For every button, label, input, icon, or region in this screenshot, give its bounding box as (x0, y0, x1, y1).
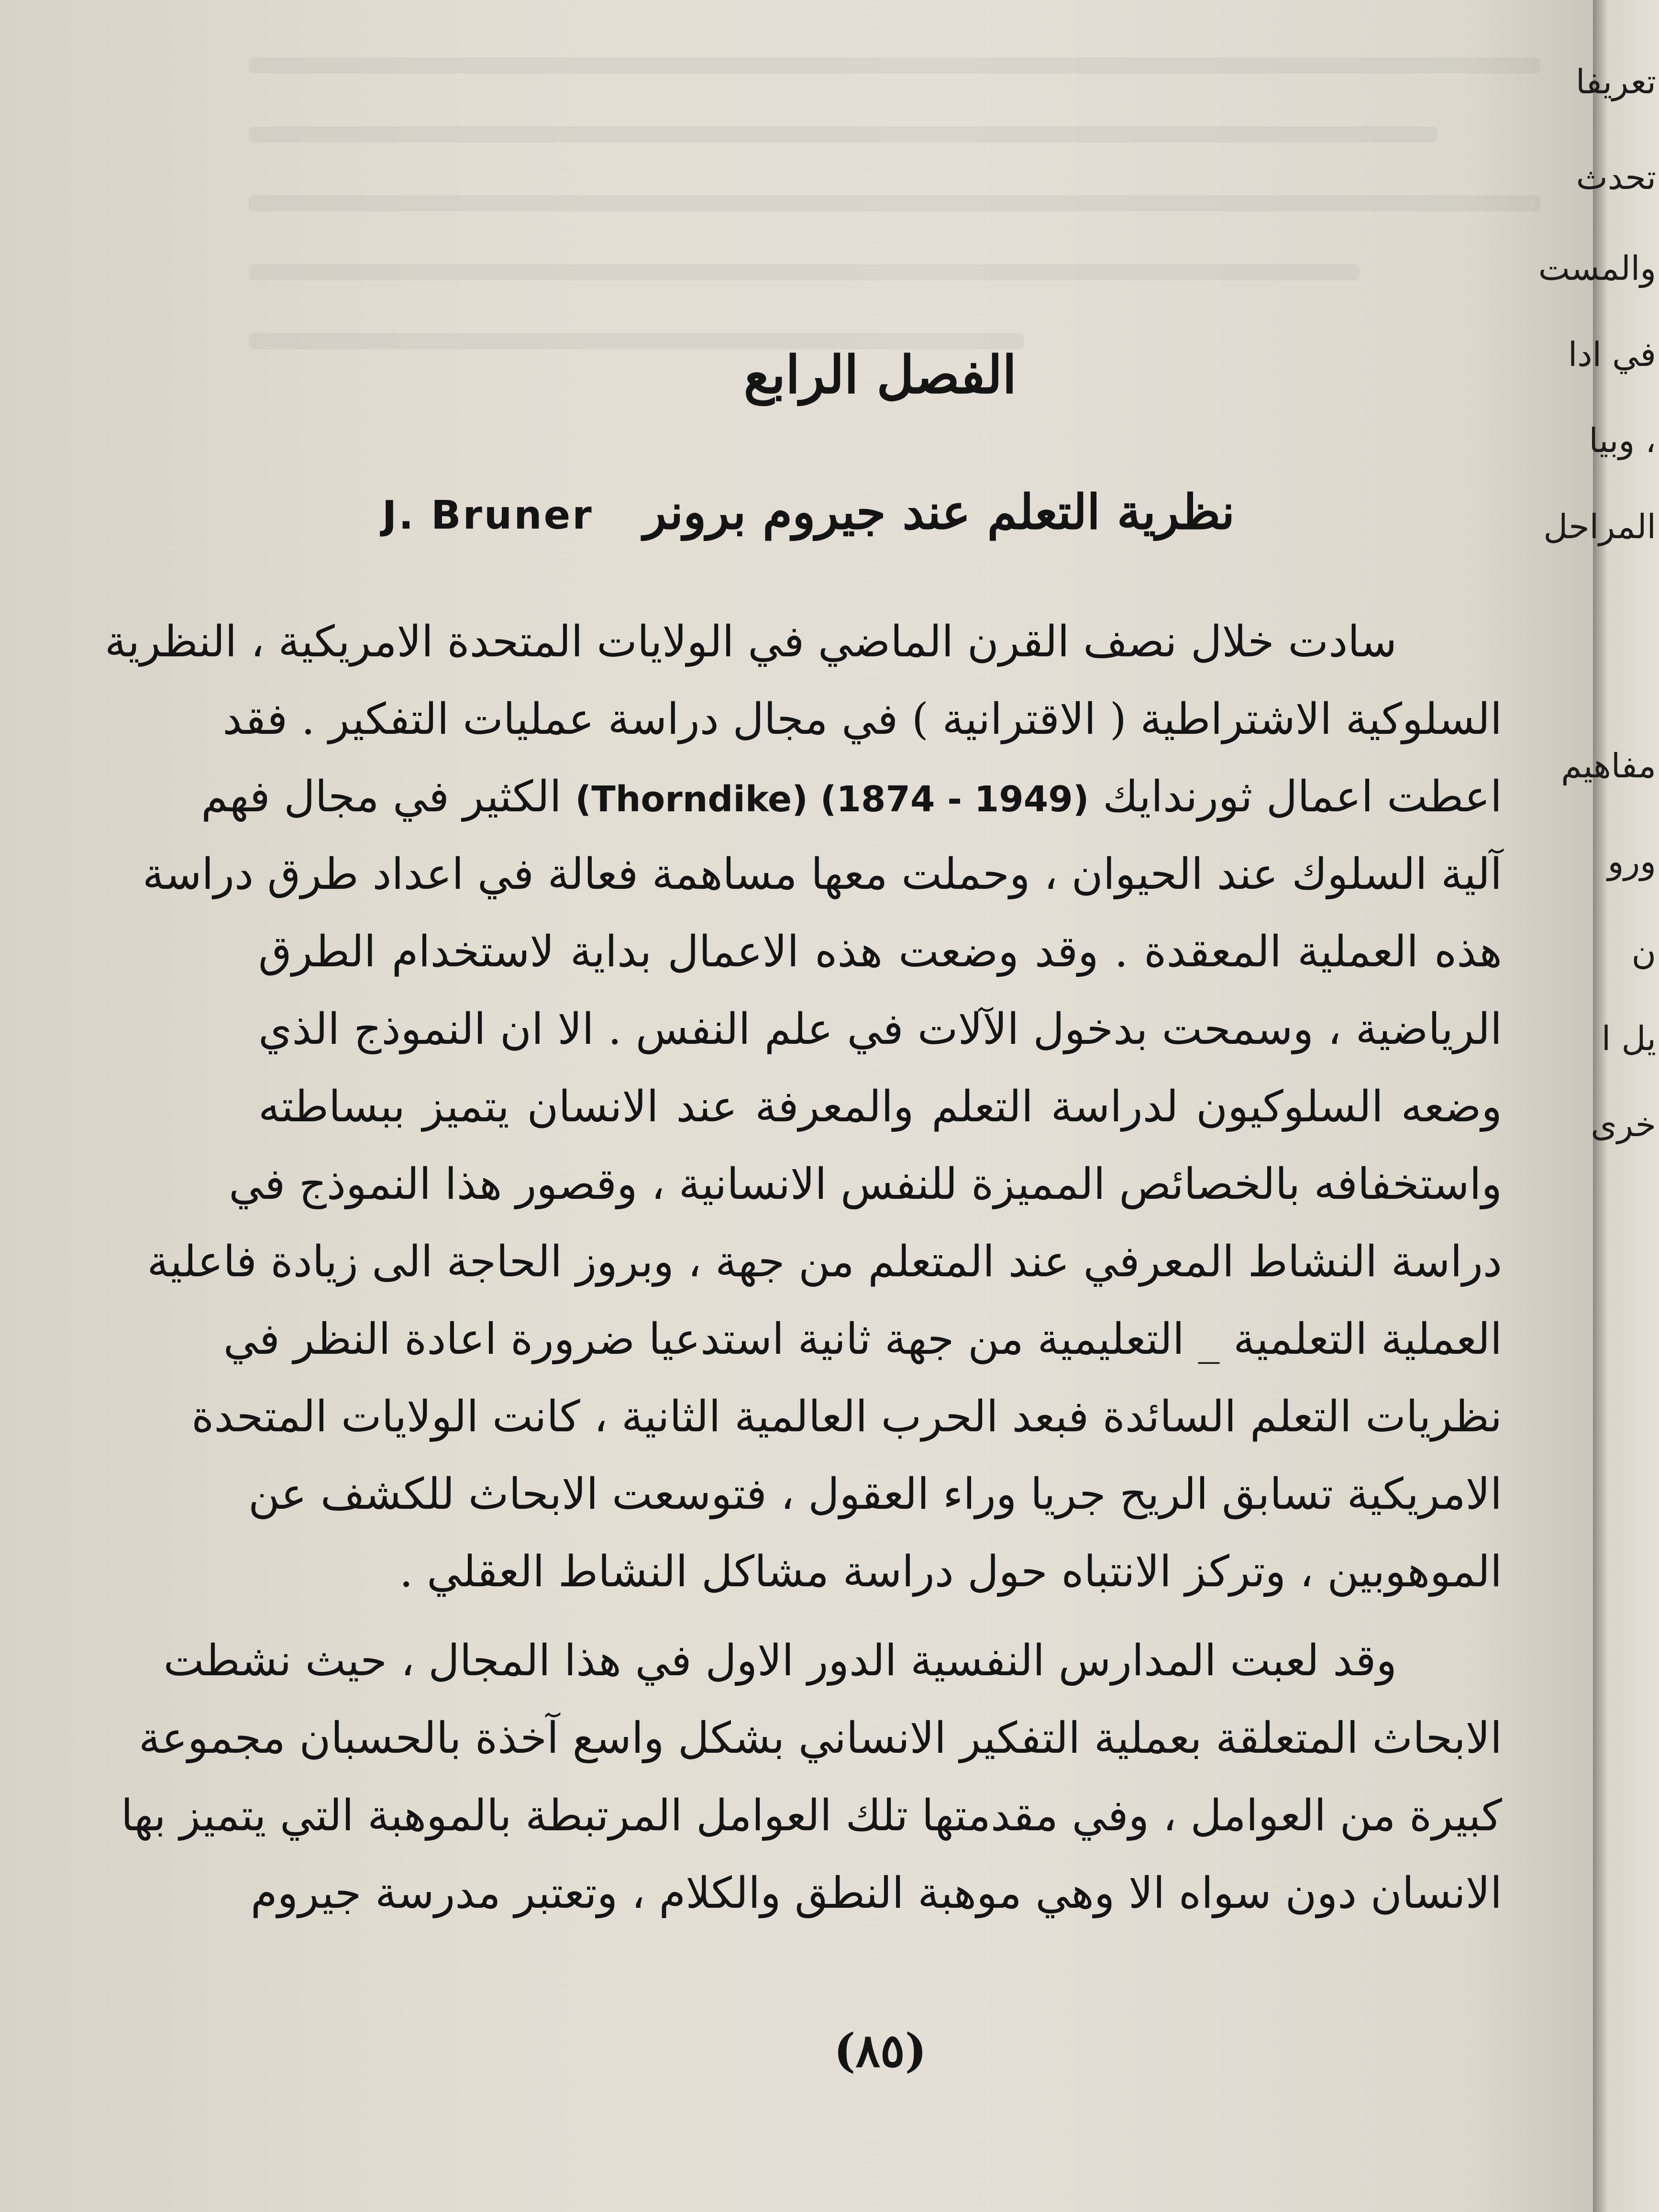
margin-fragment: تعريفا (1575, 62, 1656, 101)
chapter-heading: الفصل الرابع (743, 345, 1017, 405)
paragraph1-line-1: سادت خلال نصف القرن الماضي في الولايات المتحدة الامريكية ، النظرية (104, 617, 1397, 667)
title-arabic: نظرية التعلم عند جيروم برونر (643, 484, 1235, 540)
margin-fragment: يل ا (1601, 1019, 1656, 1058)
paragraph1-line-8: واستخفافه بالخصائص المميزة للنفس الانسانية ، وقصور هذا النموذج في (229, 1159, 1502, 1209)
thorndike-before: اعطت اعمال ثورندايك (1103, 772, 1502, 822)
paragraph2-line-4: الانسان دون سواه الا وهي موهبة النطق والكلام ، وتعتبر مدرسة جيروم (250, 1868, 1502, 1918)
paragraph1-line-13: الموهوبين ، وتركز الانتباه حول دراسة مشاكل النشاط العقلي . (399, 1547, 1502, 1597)
page-content (104, 0, 1502, 2212)
thorndike-after: الكثير في مجال فهم (201, 772, 562, 822)
paragraph1-line-4: آلية السلوك عند الحيوان ، وحملت معها مساهمة فعالة في اعداد طرق دراسة (142, 849, 1502, 899)
margin-fragment: خرى (1591, 1105, 1656, 1144)
paragraph1-line-11: نظريات التعلم السائدة فبعد الحرب العالمية الثانية ، كانت الولايات المتحدة (191, 1392, 1502, 1442)
margin-fragment: مفاهيم (1561, 746, 1656, 785)
margin-fragment: المراحل (1543, 507, 1656, 546)
paragraph1-line-9: دراسة النشاط المعرفي عند المتعلم من جهة ، وبروز الحاجة الى زيادة فاعلية (147, 1237, 1502, 1287)
paragraph1-line-7: وضعه السلوكيون لدراسة التعلم والمعرفة عند الانسان يتميز ببساطته (258, 1082, 1502, 1132)
margin-fragment: في ادا (1568, 335, 1656, 374)
paragraph1-line-10: العملية التعلمية _ التعليمية من جهة ثانية استدعيا ضرورة اعادة النظر في (223, 1314, 1502, 1364)
paragraph1-line-2: السلوكية الاشتراطية ( الاقترانية ) في مجال دراسة عمليات التفكير . فقد (222, 694, 1502, 744)
margin-fragment: ، وبيا (1589, 421, 1656, 460)
page-number: (٨٥) (834, 2024, 927, 2078)
paragraph1-line-6: الرياضية ، وسمحت بدخول الآلات في علم النفس . الا ان النموذج الذي (258, 1004, 1502, 1054)
paragraph2-line-1: وقد لعبت المدارس النفسية الدور الاول في هذا المجال ، حيث نشطت (163, 1636, 1397, 1686)
adjacent-page-edge (1538, 0, 1659, 2212)
chapter-title (258, 483, 1359, 541)
margin-fragment: تحدث (1576, 158, 1656, 197)
paragraph1-line-5: هذه العملية المعقدة . وقد وضعت هذه الاعمال بداية لاستخدام الطرق (258, 927, 1502, 977)
paragraph2-line-2: الابحاث المتعلقة بعملية التفكير الانساني بشكل واسع آخذة بالحسبان مجموعة (139, 1713, 1502, 1763)
paragraph1-line-3 (201, 772, 1502, 822)
title-latin: J. Bruner (382, 493, 594, 538)
thorndike-citation: (Thorndike) (1874 - 1949) (575, 779, 1089, 820)
margin-fragment: ن (1631, 933, 1656, 972)
margin-fragment: ورو (1607, 842, 1656, 881)
margin-fragment: والمست (1538, 249, 1656, 288)
paragraph2-line-3: كبيرة من العوامل ، وفي مقدمتها تلك العوامل المرتبطة بالموهبة التي يتميز بها (121, 1791, 1502, 1841)
paragraph1-line-12: الامريكية تسابق الريح جريا وراء العقول ، فتوسعت الابحاث للكشف عن (248, 1469, 1502, 1519)
